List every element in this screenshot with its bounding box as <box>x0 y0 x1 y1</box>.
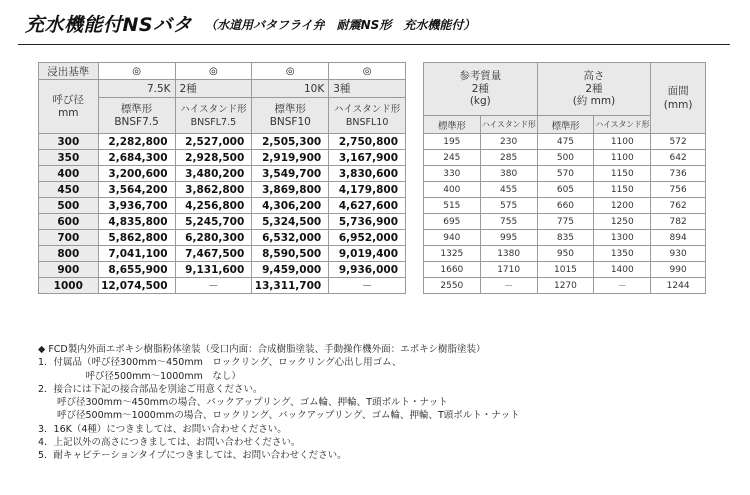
height-highstand-subheader: ハイスタンド形 <box>594 116 651 134</box>
table-row <box>39 150 406 166</box>
price-cell: － <box>175 278 252 294</box>
size-cell: 900 <box>39 262 99 278</box>
spec-cell: 285 <box>480 150 537 166</box>
table-row <box>424 262 706 278</box>
spec-cell: 575 <box>480 198 537 214</box>
spec-cell: 572 <box>651 134 706 150</box>
spec-cell: 660 <box>537 198 594 214</box>
table-row <box>39 278 406 294</box>
table-row <box>39 198 406 214</box>
spec-cell: 1325 <box>424 246 481 262</box>
price-cell: 6,280,300 <box>175 230 252 246</box>
table-row <box>424 134 706 150</box>
price-cell: 8,655,900 <box>98 262 175 278</box>
spec-cell: 1100 <box>594 134 651 150</box>
weight-standard-subheader: 標準形 <box>424 116 481 134</box>
size-cell: 350 <box>39 150 99 166</box>
price-cell: 2,527,000 <box>175 134 252 150</box>
price-cell: 2,282,800 <box>98 134 175 150</box>
weight-header: 参考質量 2種 (kg) <box>424 63 538 116</box>
spec-cell: 605 <box>537 182 594 198</box>
price-cell: 2,919,900 <box>252 150 329 166</box>
price-cell: 3,549,700 <box>252 166 329 182</box>
table-row <box>39 134 406 150</box>
spec-cell: 570 <box>537 166 594 182</box>
spec-cell: 245 <box>424 150 481 166</box>
spec-cell: 835 <box>537 230 594 246</box>
spec-cell: 950 <box>537 246 594 262</box>
note-line: 5．耐キャビテーションタイプにつきましては、お問い合わせください。 <box>38 450 347 462</box>
size-cell: 600 <box>39 214 99 230</box>
height-standard-subheader: 標準形 <box>537 116 594 134</box>
spec-cell: 894 <box>651 230 706 246</box>
price-cell: 5,862,800 <box>98 230 175 246</box>
table-row <box>39 182 406 198</box>
table-row <box>39 166 406 182</box>
table-row <box>424 166 706 182</box>
spec-cell: 755 <box>480 214 537 230</box>
spec-table <box>423 62 706 294</box>
notes <box>38 343 728 463</box>
spec-cell: 455 <box>480 182 537 198</box>
spec-cell: 1660 <box>424 262 481 278</box>
table-row <box>424 214 706 230</box>
spec-cell: 695 <box>424 214 481 230</box>
table-row <box>424 150 706 166</box>
price-cell: 4,306,200 <box>252 198 329 214</box>
model-header: ハイスタンド形 BNSFL10 <box>329 98 406 134</box>
note-line: 呼び径500mm〜1000mmの場合、ロックリング、バックアップリング、ゴム輪、押輪、T頭ボルト・ナット <box>38 410 520 422</box>
page-title: 充水機能付NSバタ <box>25 14 193 36</box>
note-line: 3．16K（4種）につきましては、お問い合わせください。 <box>38 423 287 435</box>
price-cell: 4,835,800 <box>98 214 175 230</box>
mark-cell: ◎ <box>98 63 175 80</box>
grade-7-5-pressure: 7.5K <box>98 80 175 98</box>
price-cell: 5,324,500 <box>252 214 329 230</box>
table-row <box>424 230 706 246</box>
spec-cell: 330 <box>424 166 481 182</box>
price-cell: 2,750,800 <box>329 134 406 150</box>
price-cell: 4,256,800 <box>175 198 252 214</box>
price-cell: 9,019,400 <box>329 246 406 262</box>
size-cell: 1000 <box>39 278 99 294</box>
grade-10-pressure: 10K <box>252 80 329 98</box>
height-header: 高さ 2種 (約 mm) <box>537 63 651 116</box>
price-cell: 3,480,200 <box>175 166 252 182</box>
note-line: 1．付属品（呼び径300mm〜450mm ロックリング、ロックリング心出し用ゴム、 <box>38 357 402 369</box>
spec-cell: 782 <box>651 214 706 230</box>
price-cell: 2,505,300 <box>252 134 329 150</box>
spec-cell: 500 <box>537 150 594 166</box>
price-cell: 4,179,800 <box>329 182 406 198</box>
price-cell: 3,200,600 <box>98 166 175 182</box>
price-cell: － <box>329 278 406 294</box>
model-header: ハイスタンド形 BNSFL7.5 <box>175 98 252 134</box>
price-cell: 8,590,500 <box>252 246 329 262</box>
spec-cell: 1150 <box>594 166 651 182</box>
corner-bottom-label: 呼び径 mm <box>39 80 99 134</box>
spec-cell: 400 <box>424 182 481 198</box>
spec-cell: 1380 <box>480 246 537 262</box>
price-cell: 3,830,600 <box>329 166 406 182</box>
page-subtitle: （水道用バタフライ弁 耐震NS形 充水機能付） <box>205 18 476 32</box>
spec-cell: 756 <box>651 182 706 198</box>
price-cell: 6,532,000 <box>252 230 329 246</box>
price-cell: 3,564,200 <box>98 182 175 198</box>
note-line: 呼び径300mm〜450mmの場合、バックアップリング、ゴム輪、押輪、T頭ボルト・ナット <box>38 397 448 409</box>
spec-cell: 940 <box>424 230 481 246</box>
note-line: 4．上記以外の高さにつきましては、お問い合わせください。 <box>38 437 301 449</box>
spec-cell: 230 <box>480 134 537 150</box>
grade-10-class: 3種 <box>329 80 406 98</box>
mark-cell: ◎ <box>252 63 329 80</box>
table-row <box>39 214 406 230</box>
price-cell: 7,041,100 <box>98 246 175 262</box>
spec-cell: 1400 <box>594 262 651 278</box>
note-line: 2．接合には下記の接合部品を別途ご用意ください。 <box>38 383 263 395</box>
mark-cell: ◎ <box>175 63 252 80</box>
price-cell: 5,245,700 <box>175 214 252 230</box>
spec-cell: 2550 <box>424 278 481 294</box>
spec-cell: 775 <box>537 214 594 230</box>
spec-cell: － <box>594 278 651 294</box>
note-line: ◆ FCD製内外面エポキシ樹脂粉体塗装（受口内面：合成樹脂塗装、手動操作機外面：エポキシ樹脂塗装） <box>38 344 486 355</box>
price-cell: 7,467,500 <box>175 246 252 262</box>
face-to-face-header: 面間 (mm) <box>651 63 706 134</box>
price-cell: 2,928,500 <box>175 150 252 166</box>
price-cell: 9,131,600 <box>175 262 252 278</box>
spec-cell: 1710 <box>480 262 537 278</box>
size-cell: 450 <box>39 182 99 198</box>
price-cell: 5,736,900 <box>329 214 406 230</box>
spec-cell: 1250 <box>594 214 651 230</box>
price-cell: 9,459,000 <box>252 262 329 278</box>
price-cell: 13,311,700 <box>252 278 329 294</box>
spec-cell: 1100 <box>594 150 651 166</box>
spec-cell: 475 <box>537 134 594 150</box>
grade-7-5-class: 2種 <box>175 80 252 98</box>
spec-cell: 990 <box>651 262 706 278</box>
spec-cell: 1150 <box>594 182 651 198</box>
size-cell: 400 <box>39 166 99 182</box>
spec-cell: 380 <box>480 166 537 182</box>
table-row <box>424 182 706 198</box>
mark-cell: ◎ <box>329 63 406 80</box>
price-table <box>38 62 406 294</box>
price-cell: 3,869,800 <box>252 182 329 198</box>
size-cell: 800 <box>39 246 99 262</box>
table-row <box>39 246 406 262</box>
price-cell: 3,167,900 <box>329 150 406 166</box>
size-cell: 300 <box>39 134 99 150</box>
spec-cell: 995 <box>480 230 537 246</box>
table-row <box>39 230 406 246</box>
size-cell: 500 <box>39 198 99 214</box>
size-cell: 700 <box>39 230 99 246</box>
spec-cell: 1350 <box>594 246 651 262</box>
model-header: 標準形 BNSF7.5 <box>98 98 175 134</box>
price-cell: 9,936,000 <box>329 262 406 278</box>
spec-cell: 736 <box>651 166 706 182</box>
price-cell: 4,627,600 <box>329 198 406 214</box>
table-row <box>424 246 706 262</box>
price-cell: 6,952,000 <box>329 230 406 246</box>
spec-cell: 1300 <box>594 230 651 246</box>
price-cell: 3,862,800 <box>175 182 252 198</box>
spec-cell: 930 <box>651 246 706 262</box>
table-row <box>424 198 706 214</box>
spec-cell: 762 <box>651 198 706 214</box>
spec-cell: 1270 <box>537 278 594 294</box>
spec-cell: 1015 <box>537 262 594 278</box>
model-header: 標準形 BNSF10 <box>252 98 329 134</box>
note-line: 呼び径500mm〜1000mm なし） <box>38 370 241 382</box>
spec-cell: 515 <box>424 198 481 214</box>
price-cell: 3,936,700 <box>98 198 175 214</box>
corner-top-label: 浸出基準 <box>39 63 99 80</box>
table-row <box>424 278 706 294</box>
price-cell: 2,684,300 <box>98 150 175 166</box>
spec-cell: 1244 <box>651 278 706 294</box>
price-cell: 12,074,500 <box>98 278 175 294</box>
weight-highstand-subheader: ハイスタンド形 <box>480 116 537 134</box>
spec-cell: － <box>480 278 537 294</box>
table-row <box>39 262 406 278</box>
spec-cell: 1200 <box>594 198 651 214</box>
spec-cell: 195 <box>424 134 481 150</box>
spec-cell: 642 <box>651 150 706 166</box>
